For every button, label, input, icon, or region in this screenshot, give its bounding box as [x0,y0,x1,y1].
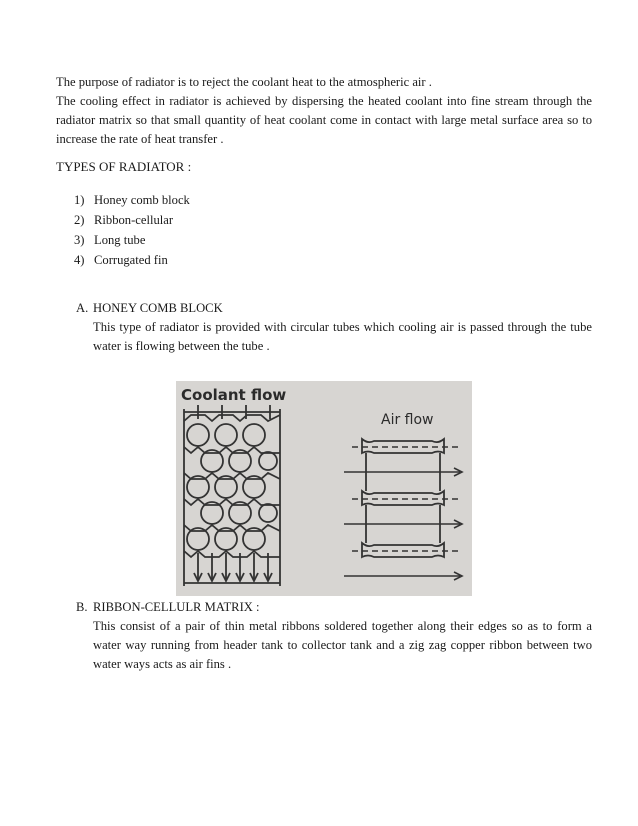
list-item [74,250,190,270]
section-title [76,598,592,617]
section-title-text: RIBBON-CELLULR MATRIX : [93,600,260,614]
flat-tubes [362,439,444,557]
air-flow-dashes [352,447,460,551]
honeycomb-diagram [176,381,472,596]
list-label: Long tube [94,233,146,247]
section-letter: B. [76,600,88,614]
air-flow-arrows [344,468,462,580]
list-number: 4) [74,253,85,267]
types-list [74,190,190,270]
list-label: Ribbon-cellular [94,213,174,227]
section-title [76,299,592,318]
list-number: 2) [74,213,85,227]
list-number: 3) [74,233,85,247]
tube-grid [184,405,280,586]
coolant-flow-label: Coolant flow [181,386,287,404]
section-body: This consist of a pair of thin metal ribbons soldered together along their edges so as to form a water way running from header tank to collector tank and a zig zag copper ribbon between two water ways acts as air fins . [93,619,592,671]
section-honey-comb [76,299,592,356]
list-item [74,230,190,250]
list-label: Honey comb block [94,193,190,207]
list-label: Corrugated fin [94,253,168,267]
intro-paragraph [56,73,592,149]
section-letter: A. [76,301,89,315]
list-item [74,190,190,210]
types-heading: TYPES OF RADIATOR : [56,159,192,174]
list-number: 1) [74,193,85,207]
list-item [74,210,190,230]
section-title-text: HONEY COMB BLOCK [93,301,223,315]
section-body: This type of radiator is provided with circular tubes which cooling air is passed through the tube water is flowing between the tube . [93,320,592,353]
intro-line-2: The cooling effect in radiator is achieved by dispersing the heated coolant into fine stream through the radiator matrix so that small quantity of heat coolant come in contact with large metal surface area so to increase the rate of heat transfer . [56,94,592,146]
section-ribbon-cellular [76,598,592,674]
air-flow-label: Air flow [381,412,434,428]
honeycomb-figure [176,381,472,596]
intro-line-1: The purpose of radiator is to reject the coolant heat to the atmospheric air . [56,75,432,89]
